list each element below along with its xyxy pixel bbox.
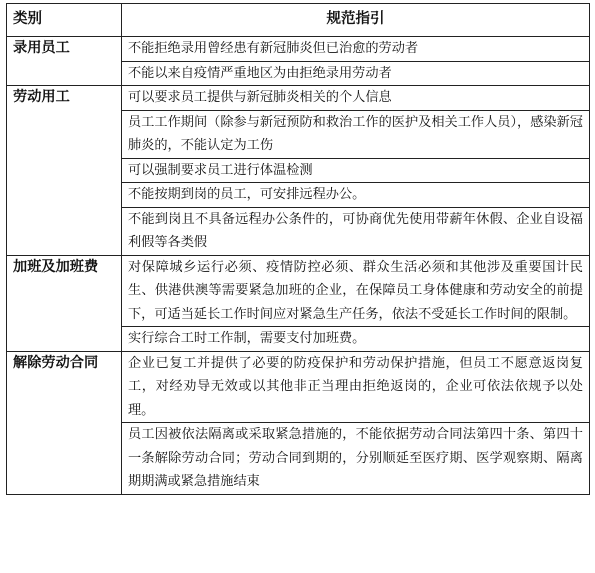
rule-cell: 员工工作期间（除参与新冠预防和救治工作的医护及相关工作人员），感染新冠肺炎的，不能认定为工伤 [122,110,590,158]
table-row [7,86,590,111]
table-row [7,255,590,327]
labor-guidance-table [6,3,590,495]
table-row [7,37,590,62]
category-hiring: 录用员工 [7,37,122,86]
rule-cell: 可以要求员工提供与新冠肺炎相关的个人信息 [122,86,590,111]
guidance-table-container [6,3,590,495]
category-overtime: 加班及加班费 [7,255,122,351]
rule-cell: 可以强制要求员工进行体温检测 [122,158,590,183]
rule-cell: 企业已复工并提供了必要的防疫保护和劳动保护措施，但员工不愿意返岗复工，对经劝导无效或以其他非正当理由拒绝返岗的，企业可依法依规予以处理。 [122,351,590,423]
header-guidance: 规范指引 [122,4,590,37]
table-header-row [7,4,590,37]
category-termination: 解除劳动合同 [7,351,122,494]
rule-cell: 不能按期到岗的员工，可安排远程办公。 [122,183,590,208]
table-row [7,351,590,423]
rule-cell: 对保障城乡运行必须、疫情防控必须、群众生活必须和其他涉及重要国计民生、供港供澳等需要紧急加班的企业，在保障员工身体健康和劳动安全的前提下，可适当延长工作时间应对紧急生产任务，依法不受延长工作时间的限制。 [122,255,590,327]
rule-cell: 不能拒绝录用曾经患有新冠肺炎但已治愈的劳动者 [122,37,590,62]
rule-cell: 不能以来自疫情严重地区为由拒绝录用劳动者 [122,61,590,86]
rule-cell: 不能到岗且不具备远程办公条件的，可协商优先使用带薪年休假、企业自设福利假等各类假 [122,207,590,255]
header-category: 类别 [7,4,122,37]
rule-cell: 员工因被依法隔离或采取紧急措施的，不能依据劳动合同法第四十条、第四十一条解除劳动合同；劳动合同到期的，分别顺延至医疗期、医学观察期、隔离期期满或紧急措施结束 [122,423,590,495]
rule-cell: 实行综合工时工作制，需要支付加班费。 [122,327,590,352]
category-employment: 劳动用工 [7,86,122,256]
